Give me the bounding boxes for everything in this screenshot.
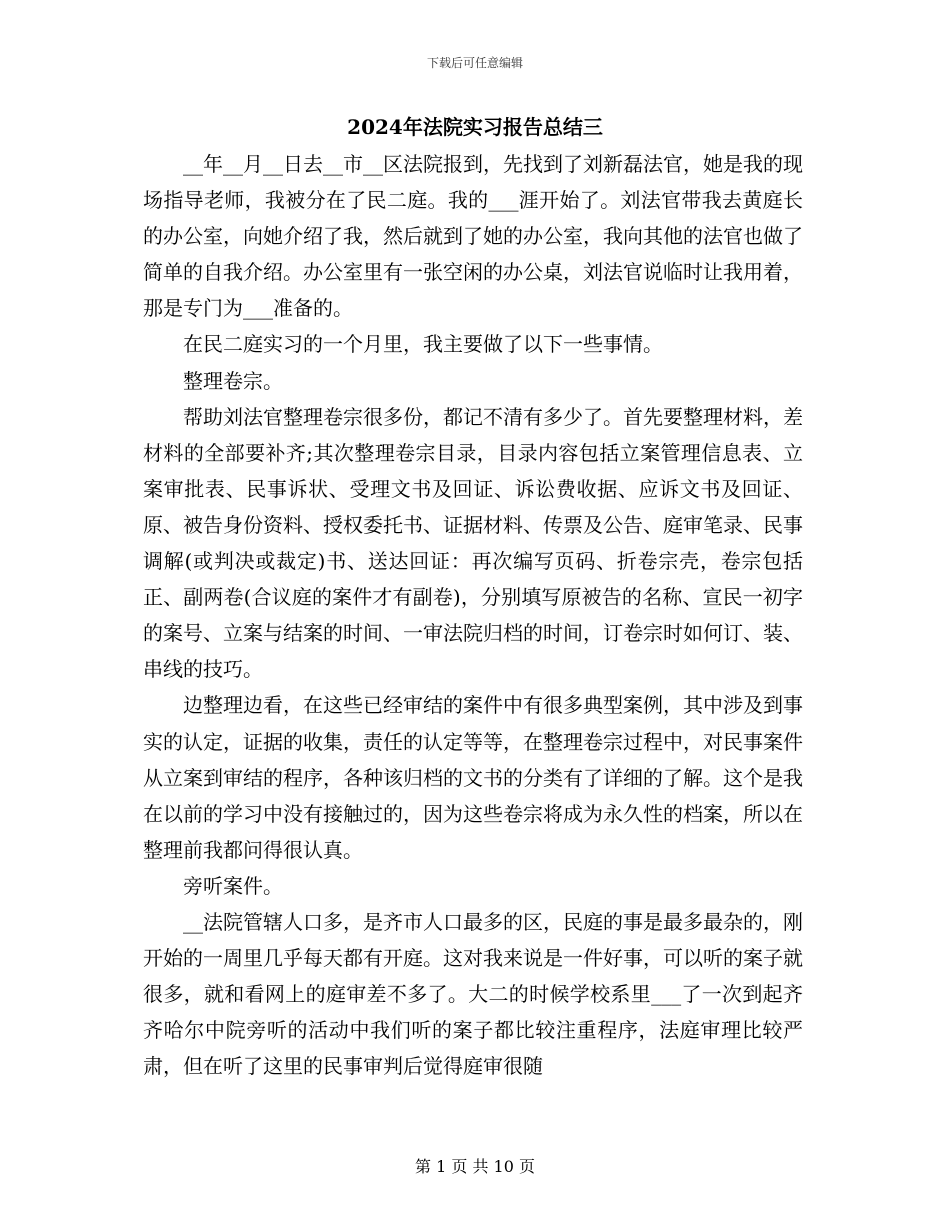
document-title: 2024年法院实习报告总结三	[347, 115, 603, 139]
section-heading: 整理卷宗。	[183, 368, 283, 393]
paragraph: __法院管辖人口多，是齐市人口最多的区，民庭的事是最多最杂的，刚开始的一周里几乎每天都有开庭。这对我来说是一件好事，可以听的案子就很多，就和看网上的庭审差不多了。大二的时候学校系里___了一次到起齐齐哈尔中院旁听的活动中我们听的案子都比较注重程序，法庭审理比较严肃，但在听了这里的民事审判后觉得庭审很随	[143, 909, 803, 1079]
paragraph: 帮助刘法官整理卷宗很多份，都记不清有多少了。首先要整理材料，差材料的全部要补齐;其次整理卷宗目录，目录内容包括立案管理信息表、立案审批表、民事诉状、受理文书及回证、诉讼费收据、应诉文书及回证、原、被告身份资料、授权委托书、证据材料、传票及公告、庭审笔录、民事调解(或判决或裁定)书、送达回证：再次编写页码、折卷宗壳，卷宗包括正、副两卷(合议庭的案件才有副卷)，分别填写原被告的名称、宣民一初字的案号、立案与结案的时间、一审法院归档的时间，订卷宗时如何订、装、串线的技巧。	[143, 404, 803, 682]
section-heading: 旁听案件。	[183, 873, 283, 898]
document-body	[143, 146, 803, 1084]
header-note: 下载后可任意编辑	[426, 56, 523, 70]
paragraph: 边整理边看，在这些已经审结的案件中有很多典型案例，其中涉及到事实的认定，证据的收集，责任的认定等等，在整理卷宗过程中，对民事案件从立案到审结的程序，各种该归档的文书的分类有了详细的了解。这个是我在以前的学习中没有接触过的，因为这些卷宗将成为永久性的档案，所以在整理前我都问得很认真。	[143, 693, 803, 862]
page-number: 第 1 页 共 10 页	[415, 1157, 535, 1176]
paragraph: __年__月__日去__市__区法院报到，先找到了刘新磊法官，她是我的现场指导老师，我被分在了民二庭。我的___涯开始了。刘法官带我去黄庭长的办公室，向她介绍了我，然后就到了她的办公室，我向其他的法官也做了简单的自我介绍。办公室里有一张空闲的办公桌，刘法官说临时让我用着，那是专门为___准备的。	[143, 152, 803, 321]
paragraph: 在民二庭实习的一个月里，我主要做了以下一些事情。	[183, 332, 663, 357]
